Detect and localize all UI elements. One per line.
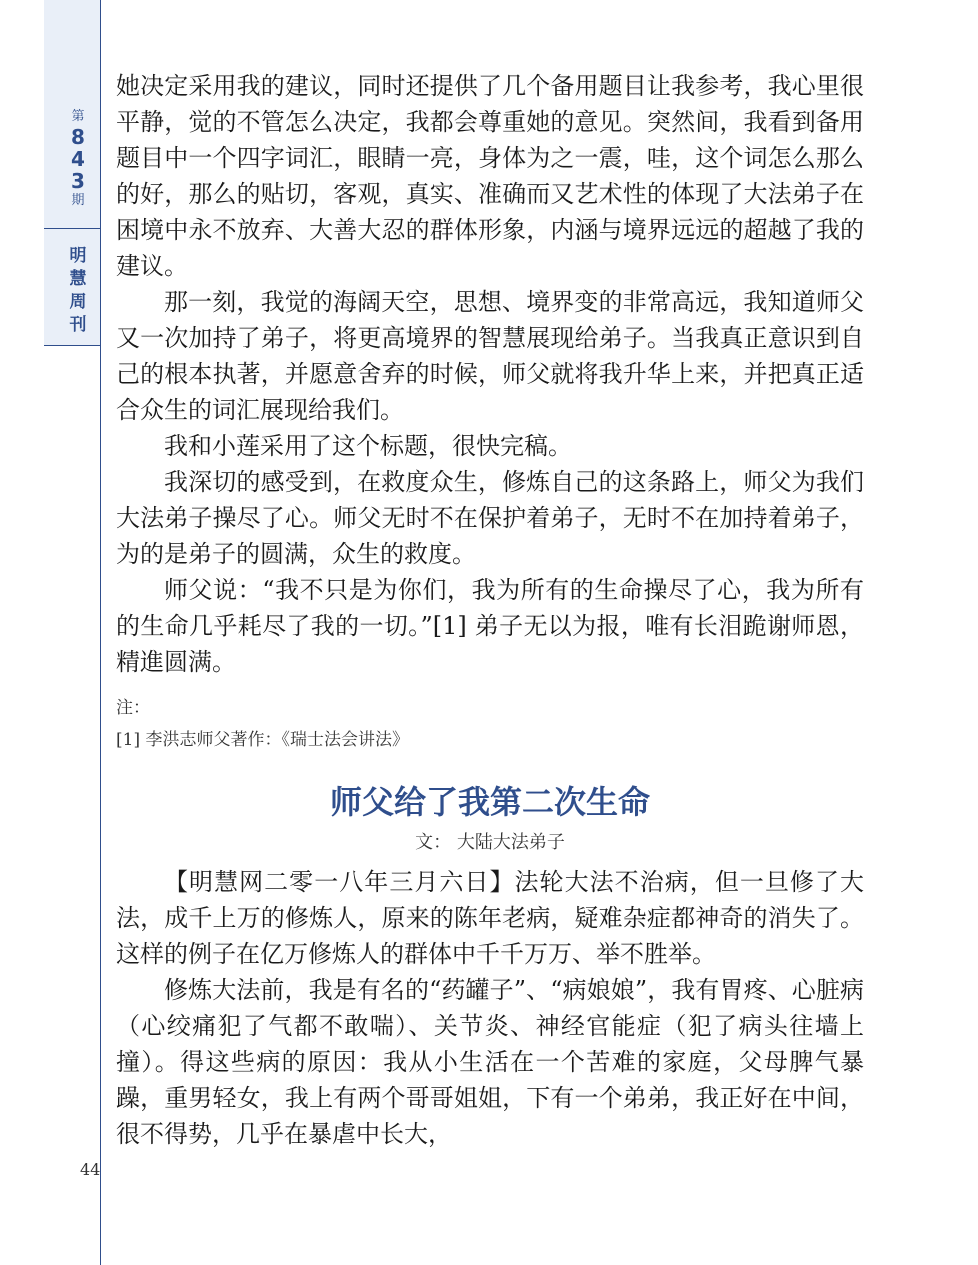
page-number: 44 <box>80 1160 101 1179</box>
article-title: 师父给了我第二次生命 <box>329 783 650 821</box>
magazine-char: 明 <box>69 246 87 266</box>
paragraph: 那一刻，我觉的海阔天空，思想、境界变的非常高远，我知道师父又一次加持了弟子，将更高境界的智慧展现给弟子。当我真正意识到自己的根本执著，并愿意舍弃的时候，师父就将我升华上来，并把真正适合众生的词汇展现给我们。 <box>116 288 864 424</box>
note-label: 注： <box>116 698 150 718</box>
paragraph: 【明慧网二零一八年三月六日】法轮大法不治病，但一旦修了大法，成千上万的修炼人，原来的陈年老病，疑难杂症都神奇的消失了。这样的例子在亿万修炼人的群体中千千万万、举不胜举。 <box>116 868 864 968</box>
magazine-char: 慧 <box>69 269 87 289</box>
magazine-char: 刊 <box>69 315 87 335</box>
footnotes <box>116 692 864 756</box>
issue-number <box>58 108 98 210</box>
paragraph: 我和小莲采用了这个标题，很快完稿。 <box>164 432 572 460</box>
issue-digit: 3 <box>71 169 85 193</box>
paragraph: 她决定采用我的建议，同时还提供了几个备用题目让我参考，我心里很平静，觉的不管怎么决定，我都会尊重她的意见。突然间，我看到备用题目中一个四字词汇，眼睛一亮，身体为之一震，哇，这个词怎么那么的好，那么的贴切，客观，真实、准确而又艺术性的体现了大法弟子在困境中永不放弃、大善大忍的群体形象，内涵与境界远远的超越了我的建议。 <box>116 72 864 280</box>
article-byline: 文： 大陆大法弟子 <box>415 832 565 853</box>
sidebar-divider <box>44 228 101 229</box>
issue-digit: 8 <box>71 125 85 149</box>
issue-suffix: 期 <box>71 193 85 208</box>
paragraph: 我深切的感受到，在救度众生，修炼自己的这条路上，师父为我们大法弟子操尽了心。师父无时不在保护着弟子，无时不在加持着弟子，为的是弟子的圆满，众生的救度。 <box>116 468 864 568</box>
margin-rule <box>100 0 101 1265</box>
issue-digit: 4 <box>71 147 85 171</box>
magazine-name <box>58 245 98 337</box>
sidebar-bottom-rule <box>44 345 101 346</box>
magazine-char: 周 <box>69 292 87 312</box>
footnote-1: [1] 李洪志师父著作：《瑞士法会讲法》 <box>116 730 409 750</box>
paragraph: 师父说：“我不只是为你们，我为所有的生命操尽了心，我为所有的生命几乎耗尽了我的一切。”[1] 弟子无以为报，唯有长泪跪谢师恩，精進圆满。 <box>116 576 864 676</box>
page-content <box>116 68 864 1152</box>
paragraph: 修炼大法前，我是有名的“药罐子”、“病娘娘”，我有胃疼、心脏病（心绞痛犯了气都不敢喘）、关节炎、神经官能症（犯了病头往墙上撞）。得这些病的原因：我从小生活在一个苦难的家庭，父母脾气暴躁，重男轻女，我上有两个哥哥姐姐，下有一个弟弟，我正好在中间，很不得势，几乎在暴虐中长大， <box>116 976 864 1148</box>
issue-prefix: 第 <box>71 109 85 124</box>
